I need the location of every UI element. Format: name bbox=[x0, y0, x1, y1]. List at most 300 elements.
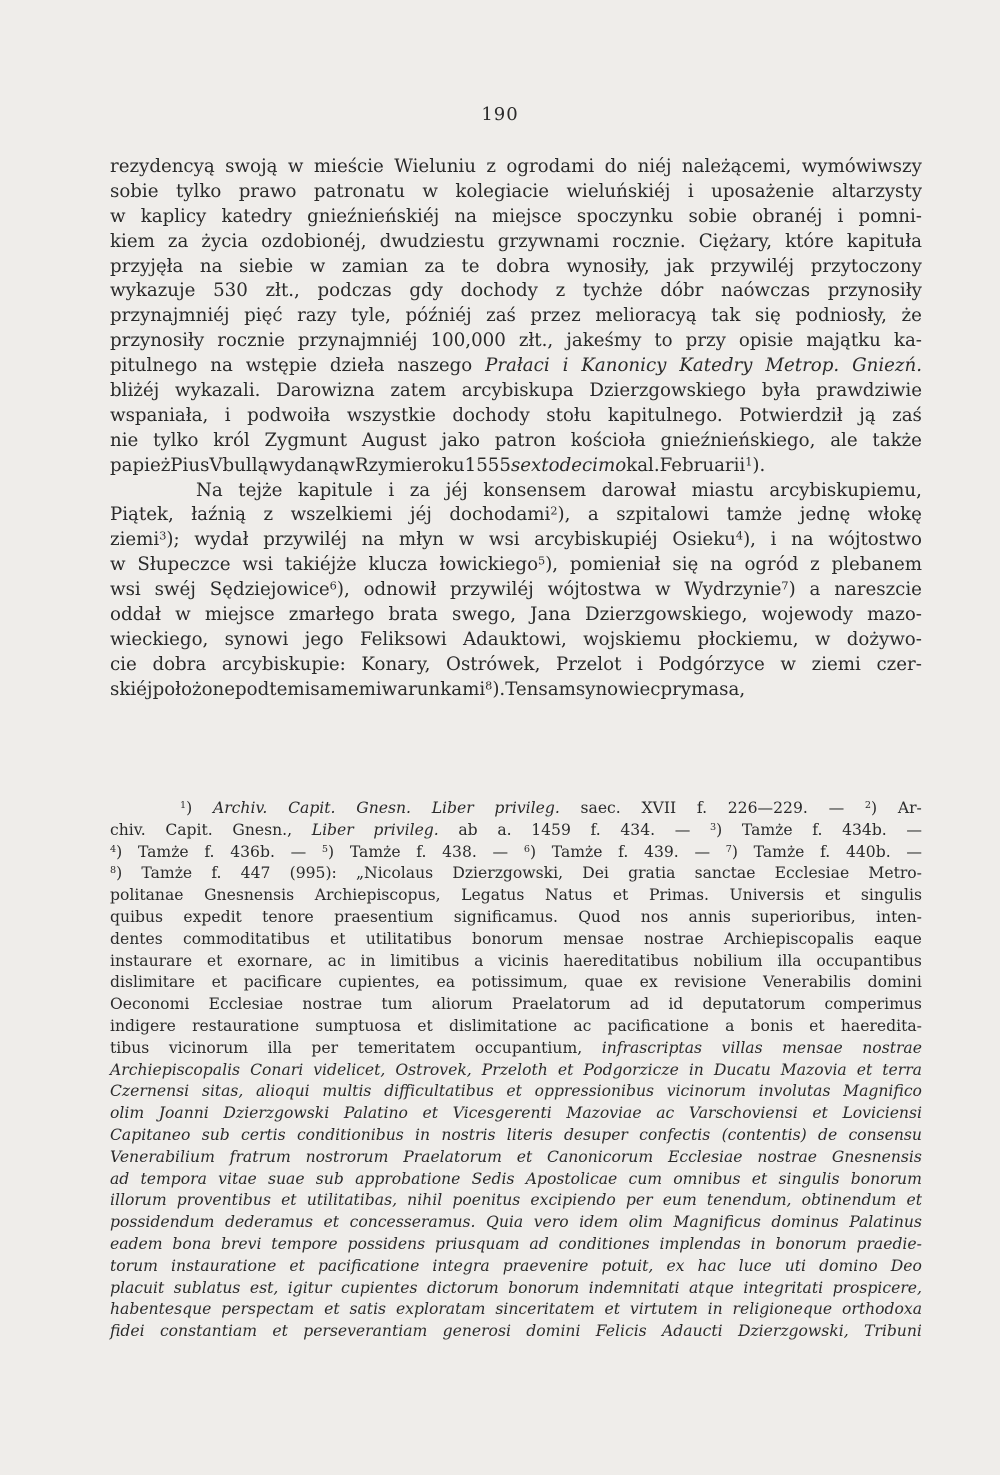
word: f. bbox=[696, 799, 708, 817]
word: z bbox=[810, 554, 820, 576]
word: f. bbox=[590, 820, 601, 839]
word: położone bbox=[152, 678, 236, 700]
word: proventibus bbox=[176, 1191, 271, 1210]
word: mieście bbox=[313, 156, 384, 177]
word: ac bbox=[327, 951, 346, 970]
word: rezydencyą bbox=[110, 156, 215, 177]
word: wydał bbox=[194, 529, 249, 551]
word: Magnifico bbox=[843, 1082, 922, 1101]
word: Wydrzynie$^7$) bbox=[684, 579, 796, 601]
word: et bbox=[289, 1256, 305, 1275]
word: tyle, bbox=[351, 305, 391, 327]
word: bonorum bbox=[508, 1278, 580, 1297]
word: Gnesnensis bbox=[204, 886, 295, 905]
word: et bbox=[323, 1213, 340, 1232]
word: ac bbox=[573, 1016, 592, 1035]
word: consensu bbox=[848, 1125, 922, 1144]
word: wieluńskiéj bbox=[566, 180, 671, 202]
word: tylko bbox=[175, 180, 222, 202]
word: potissimum, bbox=[471, 973, 568, 992]
word: Adaucti bbox=[662, 1322, 723, 1341]
word: za bbox=[167, 230, 189, 252]
word: restauratione bbox=[192, 1016, 300, 1035]
footnote-line bbox=[110, 863, 922, 885]
word: dzieła bbox=[329, 355, 385, 377]
word: na bbox=[210, 355, 233, 377]
word: Quod bbox=[578, 907, 621, 926]
word: certis bbox=[240, 1125, 286, 1144]
word: nostris bbox=[441, 1125, 496, 1144]
word: Legatus bbox=[461, 886, 525, 905]
word: mensae bbox=[563, 929, 624, 948]
word: w bbox=[780, 653, 796, 675]
word: $^3$) bbox=[709, 820, 723, 839]
word: integra bbox=[432, 1256, 490, 1275]
text-line bbox=[110, 503, 922, 528]
footnote-line bbox=[110, 798, 922, 820]
word: f. bbox=[618, 842, 629, 861]
word: wspaniała, bbox=[110, 404, 209, 426]
word: 439. bbox=[644, 842, 679, 861]
word: Magnificus bbox=[673, 1213, 761, 1232]
word: Liber bbox=[431, 799, 474, 817]
word: torum bbox=[110, 1256, 158, 1275]
word: zamian bbox=[341, 255, 408, 277]
word: tejże bbox=[238, 479, 283, 501]
text-line bbox=[110, 255, 922, 280]
word: oppressionibus bbox=[534, 1082, 655, 1101]
word: nostrae bbox=[757, 1147, 818, 1166]
footnote-line bbox=[110, 1256, 922, 1278]
word: na bbox=[199, 255, 223, 277]
word: wojewody bbox=[761, 604, 854, 626]
word: dożywo- bbox=[846, 628, 922, 650]
word: kal. bbox=[626, 454, 660, 476]
word: skiéj bbox=[110, 678, 153, 700]
word: ale bbox=[830, 429, 858, 451]
word: sam bbox=[538, 678, 576, 700]
word: plebanem bbox=[831, 554, 922, 576]
word: domino bbox=[819, 1256, 878, 1275]
word: patron bbox=[494, 429, 556, 451]
word: Conari bbox=[250, 1060, 304, 1079]
word: płockiemu, bbox=[697, 628, 799, 650]
word: integritati bbox=[743, 1278, 824, 1297]
word: Metrop. bbox=[765, 355, 840, 377]
word: poenitus bbox=[452, 1191, 521, 1210]
word: tychże bbox=[582, 280, 643, 302]
word: Universis bbox=[729, 886, 805, 905]
word: multis bbox=[322, 1082, 372, 1101]
word: f. bbox=[820, 842, 831, 861]
word: w bbox=[287, 156, 304, 177]
word: zmarłego bbox=[288, 604, 375, 626]
word: Venerabilis bbox=[763, 973, 852, 992]
text-line bbox=[110, 578, 922, 603]
word: — bbox=[906, 820, 922, 839]
word: Gnesnensis bbox=[831, 1147, 922, 1166]
word: constantiam bbox=[159, 1322, 258, 1341]
word: prymasa, bbox=[660, 678, 746, 700]
word: Gnesn. bbox=[356, 799, 411, 817]
footnote-line bbox=[110, 972, 922, 994]
word: annis bbox=[688, 907, 731, 926]
word: August bbox=[361, 429, 427, 451]
word: wynosiły, bbox=[566, 255, 650, 277]
word: confectis bbox=[639, 1125, 711, 1144]
word: przytoczony bbox=[810, 255, 922, 277]
word: tak bbox=[711, 305, 741, 327]
word: bonorum bbox=[850, 1169, 922, 1188]
word: et bbox=[506, 1082, 522, 1101]
word: domini bbox=[526, 1322, 581, 1341]
word: rocznie. bbox=[612, 230, 686, 252]
word: fidei bbox=[110, 1322, 145, 1341]
word: włokę bbox=[867, 504, 922, 526]
word: grzywnami bbox=[497, 230, 600, 252]
footnote-line bbox=[110, 1299, 922, 1321]
word: in bbox=[688, 1060, 704, 1079]
word: XVII bbox=[641, 799, 677, 817]
word: na bbox=[710, 554, 733, 576]
word: in bbox=[707, 1300, 723, 1319]
word: pod bbox=[235, 678, 270, 700]
word: potuit, bbox=[601, 1256, 654, 1275]
word: dóbr bbox=[660, 280, 704, 302]
word: życia bbox=[201, 230, 249, 252]
word: podniosły, bbox=[795, 305, 887, 327]
word: placuit bbox=[110, 1278, 165, 1297]
word: — bbox=[906, 842, 922, 861]
word: praesentium bbox=[334, 907, 434, 926]
word: na bbox=[454, 205, 477, 227]
footnote-line bbox=[110, 907, 922, 929]
word: dobra bbox=[496, 255, 550, 277]
word: et bbox=[422, 1104, 438, 1123]
footnote-line bbox=[110, 929, 922, 951]
word: est, bbox=[249, 1278, 279, 1297]
word: jednę bbox=[799, 504, 851, 526]
text-line bbox=[110, 379, 922, 404]
word: et bbox=[324, 1300, 340, 1319]
word: de bbox=[817, 1125, 838, 1144]
word: orthodoxa bbox=[841, 1300, 922, 1319]
word: fratrum bbox=[229, 1147, 291, 1166]
word: w bbox=[339, 454, 355, 476]
word: idem bbox=[579, 1213, 619, 1232]
word: arcybiskupie: bbox=[221, 653, 346, 675]
word: f. bbox=[211, 864, 222, 883]
word: brata bbox=[388, 604, 438, 626]
word: zaś bbox=[892, 404, 922, 426]
footnote-line bbox=[110, 994, 922, 1016]
word: wymówiwszy bbox=[801, 156, 922, 177]
word: siebie bbox=[239, 255, 294, 277]
word: ziemi$^3$); bbox=[110, 529, 180, 551]
word: te bbox=[461, 255, 480, 277]
word: concesseramus. bbox=[349, 1213, 476, 1232]
word: satis bbox=[349, 1300, 387, 1319]
word: 447 bbox=[240, 864, 271, 883]
word: tempora bbox=[140, 1169, 207, 1188]
word: takiéjże bbox=[284, 554, 357, 576]
word: terra bbox=[882, 1060, 922, 1079]
word: ad bbox=[529, 1234, 549, 1253]
word: Quia bbox=[486, 1213, 524, 1232]
word: suae bbox=[267, 1169, 305, 1188]
word: ac bbox=[656, 1104, 675, 1123]
word: conditionibus bbox=[296, 1125, 404, 1144]
word: warunkami$^8$). bbox=[381, 678, 506, 700]
word: Tamże bbox=[349, 842, 401, 861]
word: w bbox=[422, 180, 438, 202]
word: sinceritatem bbox=[495, 1300, 595, 1319]
word: łowickiego$^5$), bbox=[439, 554, 559, 576]
word: arcybiskupiemu, bbox=[769, 479, 922, 501]
word: jakeśmy bbox=[566, 330, 642, 352]
word: bonorum bbox=[471, 929, 544, 948]
text-line bbox=[110, 603, 922, 628]
word: synowi bbox=[224, 628, 289, 650]
word: (995): bbox=[289, 864, 337, 883]
word: Przeloth bbox=[481, 1060, 548, 1079]
footnote-line bbox=[110, 1234, 922, 1256]
word: pomni- bbox=[858, 205, 922, 227]
word: młyn bbox=[398, 529, 445, 551]
word: naszego bbox=[397, 355, 473, 377]
word: miejsce bbox=[492, 205, 562, 227]
word: f. bbox=[416, 842, 427, 861]
word: Februarii$^1$). bbox=[659, 454, 766, 476]
word: — bbox=[492, 842, 509, 861]
word: commoditatibus bbox=[182, 929, 310, 948]
word: łaźnią bbox=[191, 504, 246, 526]
word: desuper bbox=[563, 1125, 628, 1144]
word: brevi bbox=[220, 1234, 262, 1253]
word: Potwierdził bbox=[739, 404, 843, 426]
word: także bbox=[872, 429, 922, 451]
text-line bbox=[110, 454, 922, 479]
text-line bbox=[110, 479, 922, 504]
word: religioneque bbox=[732, 1300, 833, 1319]
word: złt., bbox=[265, 280, 300, 302]
word: prawdziwie bbox=[816, 380, 922, 402]
word: dederamus bbox=[224, 1213, 313, 1232]
word: przynajmniéj bbox=[297, 330, 418, 352]
word: et bbox=[824, 886, 841, 905]
word: infrascriptas bbox=[601, 1038, 702, 1057]
word: w bbox=[654, 579, 671, 601]
word: et bbox=[557, 1060, 574, 1079]
word: miastu bbox=[691, 479, 754, 501]
word: bona bbox=[172, 1234, 212, 1253]
word: ogród bbox=[744, 554, 799, 576]
word: Archiepiscopalis bbox=[110, 1060, 241, 1079]
word: illa bbox=[267, 1038, 292, 1057]
word: 1555 bbox=[464, 454, 511, 476]
word: zaś bbox=[486, 305, 516, 327]
word: sanctae bbox=[694, 864, 756, 883]
word: odnowił bbox=[363, 579, 437, 601]
word: Oeconomi bbox=[110, 995, 190, 1014]
word: Joanni bbox=[158, 1104, 209, 1123]
word: per bbox=[311, 1038, 339, 1057]
word: 100,000 bbox=[430, 330, 506, 352]
word: król bbox=[213, 429, 250, 451]
word: obtinendum bbox=[801, 1191, 897, 1210]
footnote-line bbox=[110, 1016, 922, 1038]
word: possidens bbox=[347, 1234, 426, 1253]
word: Tamże bbox=[141, 864, 193, 883]
word: vitae bbox=[218, 1169, 257, 1188]
word: w bbox=[458, 529, 475, 551]
word: V bbox=[209, 454, 223, 476]
word: instaurare bbox=[110, 951, 193, 970]
word: temeritatem bbox=[357, 1038, 456, 1057]
word: villas bbox=[721, 1038, 763, 1057]
word: katedry bbox=[221, 205, 292, 227]
word: et bbox=[612, 886, 629, 905]
word: czer- bbox=[876, 653, 922, 675]
word: Czernensi bbox=[110, 1082, 190, 1101]
word: Tamże bbox=[741, 820, 793, 839]
word: videlicet, bbox=[313, 1060, 386, 1079]
word: „Nicolaus bbox=[355, 864, 434, 883]
word: et bbox=[906, 1191, 922, 1210]
word: ka- bbox=[893, 330, 922, 352]
word: Dzierzgowskiego, bbox=[585, 604, 748, 626]
footnotes bbox=[110, 798, 922, 1343]
word: wieckiego, bbox=[110, 628, 209, 650]
word: uposażenie bbox=[711, 180, 815, 202]
word: 434b. bbox=[842, 820, 887, 839]
word: $^2$) bbox=[864, 799, 878, 817]
word: Ecclesiae bbox=[774, 864, 850, 883]
word: et bbox=[417, 1016, 433, 1035]
footnote-line bbox=[110, 1278, 922, 1300]
word: 530 bbox=[213, 280, 248, 302]
word: arcybiskupiéj bbox=[534, 529, 658, 551]
word: i bbox=[388, 479, 395, 501]
word: sublatus bbox=[173, 1278, 241, 1297]
word: vicinis bbox=[498, 951, 549, 970]
word: — bbox=[674, 820, 691, 839]
word: igitur bbox=[287, 1278, 332, 1297]
word: sexto bbox=[510, 454, 560, 476]
word: a bbox=[587, 504, 599, 526]
word: — bbox=[828, 799, 845, 817]
word: ab bbox=[458, 820, 478, 839]
word: a bbox=[725, 1016, 735, 1035]
word: utilitatibus bbox=[365, 929, 452, 948]
word: id bbox=[668, 995, 684, 1014]
word: cupientes bbox=[341, 1278, 418, 1297]
word: Jana bbox=[530, 604, 571, 626]
word: — bbox=[694, 842, 711, 861]
word: do bbox=[604, 156, 628, 177]
word: indemnitati bbox=[588, 1278, 680, 1297]
word: nareszcie bbox=[834, 579, 922, 601]
word: eum bbox=[662, 1191, 697, 1210]
word: Katedry bbox=[679, 355, 753, 377]
word: przyjęła bbox=[110, 255, 184, 277]
text-line bbox=[110, 678, 922, 703]
word: swoją bbox=[225, 156, 278, 177]
text-line bbox=[110, 230, 922, 255]
word: hac bbox=[697, 1256, 726, 1275]
word: uti bbox=[784, 1256, 807, 1275]
word: et bbox=[516, 1147, 533, 1166]
footnote-line bbox=[110, 820, 922, 842]
word: dochodami$^2$), bbox=[449, 504, 571, 526]
word: f. bbox=[204, 842, 215, 861]
word: wydaną bbox=[268, 454, 340, 476]
word: w bbox=[309, 255, 326, 277]
word: sitas, bbox=[201, 1082, 244, 1101]
word: z bbox=[555, 280, 566, 302]
word: Osieku$^4$), bbox=[672, 529, 756, 551]
word: i bbox=[770, 529, 777, 551]
footnote-line bbox=[110, 1147, 922, 1169]
word: na bbox=[361, 529, 385, 551]
word: expedit bbox=[183, 907, 242, 926]
word: ad bbox=[629, 995, 650, 1014]
word: wojskiemu bbox=[583, 628, 682, 650]
word: instauratione bbox=[171, 1256, 277, 1275]
word: et bbox=[281, 1191, 297, 1210]
word: eadem bbox=[110, 1234, 163, 1253]
word: vero bbox=[533, 1213, 569, 1232]
word: szpitalowi bbox=[616, 504, 709, 526]
word: Loviciensi bbox=[842, 1104, 922, 1123]
word: kiem bbox=[110, 230, 155, 252]
word: przynosiły bbox=[110, 330, 205, 352]
word: ex bbox=[639, 973, 658, 992]
word: przez bbox=[530, 305, 581, 327]
text-line bbox=[110, 180, 922, 205]
word: et bbox=[812, 1104, 828, 1123]
word: nobilium bbox=[693, 951, 763, 970]
word: wójtostwa bbox=[547, 579, 642, 601]
word: to bbox=[654, 330, 673, 352]
word: Palatino bbox=[343, 1104, 408, 1123]
word: Dzierzgowski bbox=[223, 1104, 330, 1123]
word: gratia bbox=[628, 864, 676, 883]
word: Tamże bbox=[753, 842, 805, 861]
word: dwudziestu bbox=[379, 230, 485, 252]
word: difficultatibus bbox=[384, 1082, 494, 1101]
word: chiv. bbox=[110, 820, 146, 839]
word: exornare, bbox=[237, 951, 313, 970]
word: sobie bbox=[688, 205, 737, 227]
word: wszystkie bbox=[346, 404, 436, 426]
word: tempore bbox=[271, 1234, 338, 1253]
word: Capitaneo bbox=[110, 1125, 191, 1144]
word: Ostrovek, bbox=[395, 1060, 472, 1079]
word: swéj bbox=[154, 579, 196, 601]
word: haeredita- bbox=[840, 1016, 922, 1035]
word: z bbox=[486, 156, 496, 177]
word: wykazali. bbox=[174, 380, 261, 402]
word: perseverantiam bbox=[303, 1322, 428, 1341]
word: $^5$) bbox=[321, 842, 335, 861]
word: Palatinus bbox=[849, 1213, 922, 1232]
word: Dei bbox=[582, 864, 609, 883]
word: et bbox=[856, 1060, 873, 1079]
word: konsensem bbox=[483, 479, 587, 501]
word: $^1$) bbox=[180, 799, 193, 817]
word: (contentis) bbox=[721, 1125, 807, 1144]
